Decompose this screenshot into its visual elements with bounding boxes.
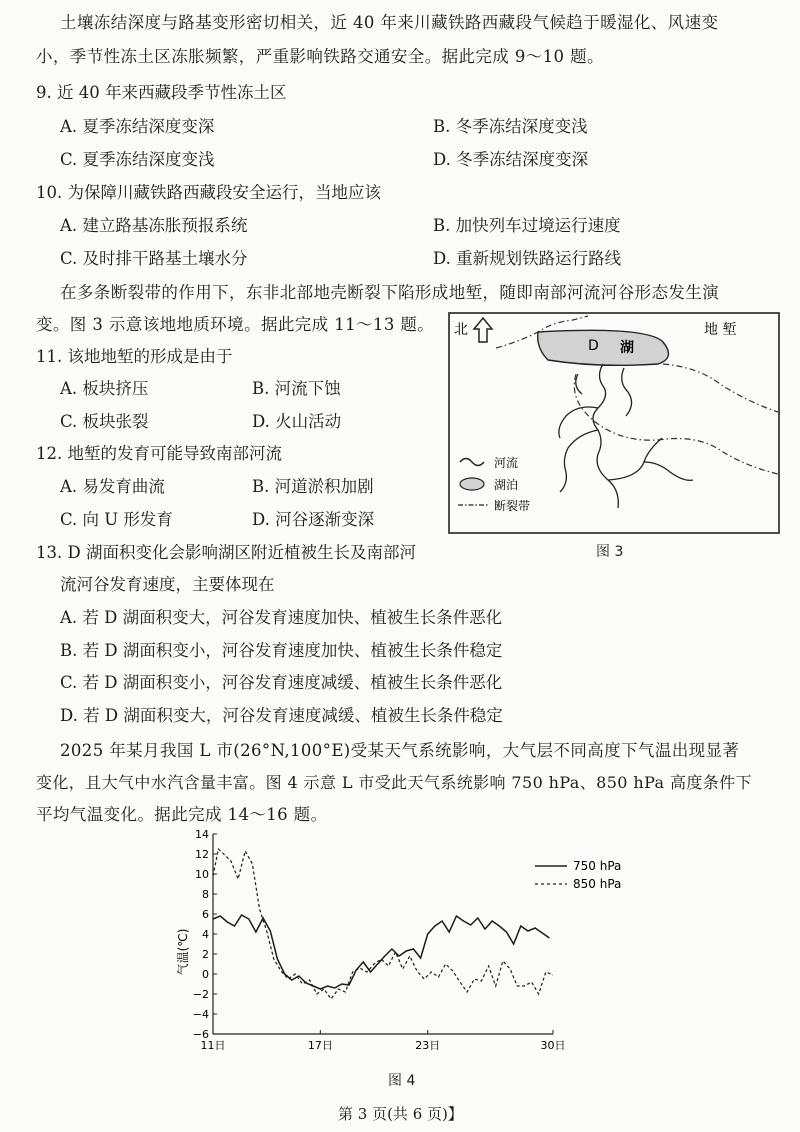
question-13-stem-line-1: 13. D 湖面积变化会影响湖区附近植被生长及南部河	[36, 543, 416, 562]
question-9-option-d[interactable]: D. 冬季冻结深度变深	[433, 150, 589, 169]
intro-paragraph-3-line-2: 变化，且大气中水汽含量丰富。图 4 示意 L 市受此天气系统影响 750 hPa、850 hPa 高度条件下	[36, 773, 752, 792]
question-9-stem: 9. 近 40 年来西藏段季节性冻土区	[36, 83, 287, 102]
figure-4-temperature-chart	[165, 824, 635, 1064]
question-10-option-b[interactable]: B. 加快列车过境运行速度	[433, 216, 621, 235]
y-tick-label: 0	[202, 968, 209, 981]
question-13-option-a[interactable]: A. 若 D 湖面积变大，河谷发育速度加快、植被生长条件恶化	[60, 608, 503, 627]
lake-word: 湖	[620, 340, 634, 356]
lake-letter: D	[588, 338, 599, 354]
intro-paragraph-2-line-2: 变。图 3 示意该地地质环境。据此完成 11～13 题。	[36, 315, 435, 334]
question-10-option-a[interactable]: A. 建立路基冻胀预报系统	[60, 216, 248, 235]
fault-line-east	[663, 364, 778, 412]
figure-4-caption: 图 4	[388, 1073, 416, 1089]
intro-paragraph-1-line-1: 土壤冻结深度与路基变形密切相关，近 40 年来川藏铁路西藏段气候趋于暖湿化、风速变	[60, 13, 719, 32]
north-label: 北	[454, 322, 468, 338]
x-tick-label: 23日	[415, 1039, 441, 1052]
legend-river-label: 河流	[494, 456, 519, 470]
question-11-option-a[interactable]: A. 板块挤压	[60, 379, 149, 398]
series-750-hpa-line	[213, 915, 549, 989]
north-arrow-icon	[474, 318, 492, 342]
question-13-option-d[interactable]: D. 若 D 湖面积变大，河谷发育速度减缓、植被生长条件稳定	[60, 706, 503, 725]
question-12-stem: 12. 地堑的发育可能导致南部河流	[36, 444, 282, 463]
y-tick-label: 10	[195, 868, 209, 881]
y-axis-label: 气温(℃)	[176, 928, 190, 976]
legend	[458, 455, 530, 513]
x-tick-label: 17日	[307, 1039, 333, 1052]
question-11-option-b[interactable]: B. 河流下蚀	[252, 379, 341, 398]
y-tick-label: 4	[202, 928, 209, 941]
x-tick-label: 30日	[540, 1039, 566, 1052]
question-9-option-c[interactable]: C. 夏季冻结深度变浅	[60, 150, 215, 169]
y-tick-label: 8	[202, 888, 209, 901]
y-tick-label: −6	[192, 1028, 209, 1041]
question-13-option-b[interactable]: B. 若 D 湖面积变小，河谷发育速度加快、植被生长条件稳定	[60, 641, 503, 660]
lake-d	[538, 330, 669, 365]
question-9-option-b[interactable]: B. 冬季冻结深度变浅	[433, 117, 588, 136]
y-tick-label: 6	[202, 908, 209, 921]
question-12-option-c[interactable]: C. 向 U 形发育	[60, 510, 173, 529]
graben-label: 地 堑	[704, 322, 737, 338]
figure-3-geology-map	[448, 312, 780, 534]
intro-paragraph-2-line-1: 在多条断裂带的作用下，东非北部地壳断裂下陷形成地堑，随即南部河流河谷形态发生演	[60, 283, 720, 302]
x-tick-label: 11日	[200, 1039, 226, 1052]
intro-paragraph-1-line-2: 小，季节性冻土区冻胀频繁，严重影响铁路交通安全。据此完成 9～10 题。	[36, 47, 604, 66]
legend-lake-icon	[460, 478, 484, 490]
y-tick-label: −2	[192, 988, 209, 1001]
legend-fault-label: 断裂带	[494, 499, 531, 513]
y-tick-label: −4	[192, 1008, 209, 1021]
legend-river-icon	[460, 459, 484, 466]
series-850-hpa-line	[213, 849, 553, 999]
y-tick-label: 14	[195, 828, 209, 841]
question-12-option-b[interactable]: B. 河道淤积加剧	[252, 477, 374, 496]
question-13-option-c[interactable]: C. 若 D 湖面积变小，河谷发育速度减缓、植被生长条件恶化	[60, 673, 503, 692]
question-12-option-a[interactable]: A. 易发育曲流	[60, 477, 165, 496]
y-tick-label: 2	[202, 948, 209, 961]
question-11-option-d[interactable]: D. 火山活动	[252, 412, 342, 431]
question-13-stem-line-2: 流河谷发育速度，主要体现在	[60, 575, 275, 594]
intro-paragraph-3-line-1: 2025 年某月我国 L 市(26°N,100°E)受某天气系统影响，大气层不同高度下气温出现显著	[60, 741, 740, 760]
rivers	[559, 364, 693, 508]
legend-lake-label: 湖泊	[494, 478, 519, 492]
question-12-option-d[interactable]: D. 河谷逐渐变深	[252, 510, 375, 529]
chart-legend	[535, 859, 621, 891]
question-11-stem: 11. 该地地堑的形成是由于	[36, 347, 233, 366]
legend-750-label: 750 hPa	[573, 859, 622, 873]
legend-850-label: 850 hPa	[573, 877, 622, 891]
question-10-stem: 10. 为保障川藏铁路西藏段安全运行，当地应该	[36, 183, 381, 202]
question-9-option-a[interactable]: A. 夏季冻结深度变深	[60, 117, 215, 136]
question-10-option-c[interactable]: C. 及时排干路基土壤水分	[60, 249, 248, 268]
y-tick-label: 12	[195, 848, 209, 861]
intro-paragraph-3-line-3: 平均气温变化。据此完成 14～16 题。	[36, 805, 328, 824]
question-11-option-c[interactable]: C. 板块张裂	[60, 412, 149, 431]
page-number: 第 3 页(共 6 页)】	[338, 1105, 463, 1123]
question-10-option-d[interactable]: D. 重新规划铁路运行路线	[433, 249, 622, 268]
figure-3-caption: 图 3	[596, 544, 624, 560]
